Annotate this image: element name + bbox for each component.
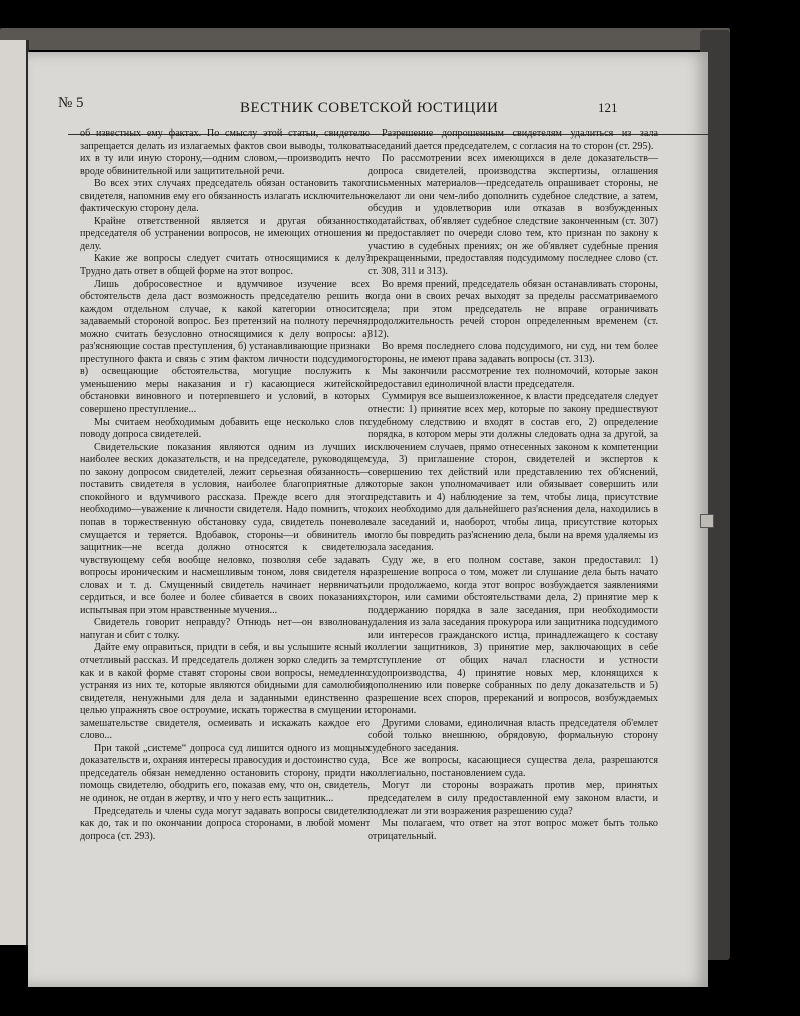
paragraph: Во время последнего слова подсудимого, ни суд, ни тем более стороны, не имеют права задавать вопросы (ст. 313).: [368, 341, 658, 365]
paragraph: Разрешение допрошенным свидетелям удалиться из зала заседаний дается председателем, с согласия на то сторон (ст. 295).: [368, 128, 658, 152]
paragraph: Мы считаем необходимым добавить еще несколько слов по поводу допроса свидетелей.: [80, 416, 370, 441]
page-number: 121: [598, 100, 618, 115]
issue-number: № 5: [58, 95, 84, 111]
journal-page: [28, 52, 708, 987]
paragraph: Все же вопросы, касающиеся существа дела, разрешаются коллегиально, постановлением суда.: [368, 755, 658, 779]
book-cover-top: [0, 28, 730, 50]
book-binding-left: [0, 40, 29, 945]
paragraph: Председатель и члены суда могут задавать вопросы свидетелю как до, так и по окончании допроса сторонами, в любой момент допроса (ст. 293).: [80, 805, 370, 842]
paragraph: Мы полагаем, что ответ на этот вопрос может быть только отрицательный.: [368, 818, 658, 842]
paragraph: Мы закончили рассмотрение тех полномочий, которые закон предоставил единоличной власти председателя.: [368, 366, 658, 390]
paragraph: Свидетельские показания являются одним из лучших и наиболее веских доказательств, и на председателе, руководящем по закону допросом свидетелей, лежит серьезная обязанность—поставить свидетеля в условия, наиболее благоприятные для спокойного и вдумчивого рассказа. Прежде всего для этого необходимо—уважение к личности свидетеля. Надо помнить, что, попав в торжественную обстановку суда, свидетель поневоле смущается и теряется. Вдобавок, стороны—и обвинитель и защитник—не всегда должно относятся к свидетелю, чувствующему себя вообще неловко, позволяя себе задавать вопросы ироническим и насмешливым тоном, ловя свидетеля на словах и т. д. Смущенный свидетель начинает нервничать, сердиться, и все более и более сбивается в своих показаниях, испытывая при этом нравственные мучения...: [80, 441, 370, 616]
paragraph: Суду же, в его полном составе, закон предоставил: 1) разрешение вопроса о том, может ли слушание дела быть начато или продолжаемо, когда этот вопрос возбуждается заявлениями сторон, или самими обстоятельствами дела, 2) принятие мер к поддержанию порядка в зале заседания, при необходимости удаления из зала заседания прокурора или защитника подсудимого или интересов гражданского истца, принадлежащего к составу коллегии защитников, 3) принятие мер, заключающих в себе отступление от общих начал гласности и устности судопроизводства, 4) принятие новых мер, клонящихся к дополнению или поверке собранных по делу доказательств и 5) разрешение всех споров, пререканий и вопросов, возбуждаемых сторонами.: [368, 554, 658, 717]
paragraph: Во всех этих случаях председатель обязан остановить такого свидетеля, напомнив ему его обязанность излагать исключительно фактическую сторону дела.: [80, 178, 370, 215]
paragraph: Крайне ответственной является и другая обязанность председателя об устранении вопросов, не имеющих отношения к делу.: [80, 215, 370, 252]
paragraph: Во время прений, председатель обязан останавливать стороны, когда они в своих речах выходят за пределы рассматриваемого дела; при этом председатель не вправе ограничивать продолжительность речей сторон определенным временем (ст. 312).: [368, 278, 658, 340]
paragraph: Лишь добросовестное и вдумчивое изучение всех обстоятельств дела даст возможность председателю решить в каждом отдельном случае, к какой категории относится задаваемый стороной вопрос. Без претензий на полноту перечня, можно считать безусловно относящимися к делу вопросы: а) раз'ясняющие состав преступления, б) устанавливающие признаки преступного факта и связь с этим фактом личности подсудимого, в) освещающие обстоятельства, могущие послужить к уменьшению меры наказания и г) касающиеся житейской обстановки виновного и потерпевшего и условий, в которых совершено преступление...: [80, 278, 370, 416]
paragraph: Другими словами, единоличная власть председателя об'емлет собой только внешнюю, обрядовую, формальную сторону судебного заседания.: [368, 717, 658, 754]
page-marker-tab: [700, 514, 714, 528]
paragraph: Какие же вопросы следует считать относящимися к делу? Трудно дать ответ в общей форме на этот вопрос.: [80, 253, 370, 278]
paragraph: По рассмотрении всех имеющихся в деле доказательств—допроса свидетелей, производства экспертизы, оглашения письменных материалов—председатель опрашивает стороны, не желают ли они чем-либо дополнить судебное следствие, а затем, обсудив и удовлетворив или отказав в возбужденных ходатайствах, об'являет судебное следствие законченным (ст. 307) и предоставляет по очереди слово тем, кто признан по закону к участию в судебных прениях; он же об'являет судебные прения прекращенными, предоставляя подсудимому последнее слово (ст. ст. 308, 311 и 313).: [368, 153, 658, 278]
paragraph: об известных ему фактах. По смыслу этой статьи, свидетелю запрещается делать из излагаемых фактов свои выводы, толковать их в ту или иную сторону,—одним словом,—производить нечто вроде обвинительной или защитительной речи.: [80, 128, 370, 177]
journal-title: ВЕСТНИК СОВЕТСКОЙ ЮСТИЦИИ: [240, 100, 499, 116]
left-column: [80, 128, 370, 843]
paragraph: Свидетель говорит неправду? Отнюдь нет—он взволнован, напуган и сбит с толку.: [80, 617, 370, 641]
paragraph: Дайте ему оправиться, придти в себя, и вы услышите ясный и отчетливый рассказ. И председатель должен зорко следить за тем, как и в какой форме ставят стороны свои вопросы, немедленно устраняя из них те, которые являются обидными для самолюбия свидетеля, ненужными для дела и заданными единственно с целью упражнять свое остроумие, искать торжества в смущении и замешательстве свидетеля, осмеивать и искажать каждое его слово...: [80, 642, 370, 742]
right-column: [368, 128, 658, 843]
paragraph: Могут ли стороны возражать против мер, принятых председателем в силу предоставленной ему законом власти, и подлежат ли эти возражения разрешению суда?: [368, 780, 658, 817]
paragraph: Суммируя все вышеизложенное, к власти председателя следует отнести: 1) принятие всех мер, которые по закону предшествуют судебному следствию и входят в состав его, 2) определение порядка, в котором меры эти должны следовать одна за другой, за исключением случаев, прямо отнесенных законом к компетенции суда, 3) приглашение сторон, свидетелей и экспертов к совершению тех действий или представлению тех об'яснений, которые закон уполномачивает или обязывает совершить или представить и 4) наблюдение за тем, чтобы лица, присутствие коих необходимо для дальнейшего раз'яснения дела, находились в зале заседаний и, наоборот, чтобы лица, присутствие которых могло бы повредить раз'яснению дела, были на время удаляемы из зала заседания.: [368, 391, 658, 554]
paragraph: При такой „системе“ допроса суд лишится одного из мощных доказательств и, охраняя интересы правосудия и достоинство суда, председатель обязан немедленно остановить сторону, придти на помощь свидетелю, ободрить его, показав ему, что он, свидетель, не одинок, не отдан в жертву, и что у него есть защитник...: [80, 742, 370, 804]
